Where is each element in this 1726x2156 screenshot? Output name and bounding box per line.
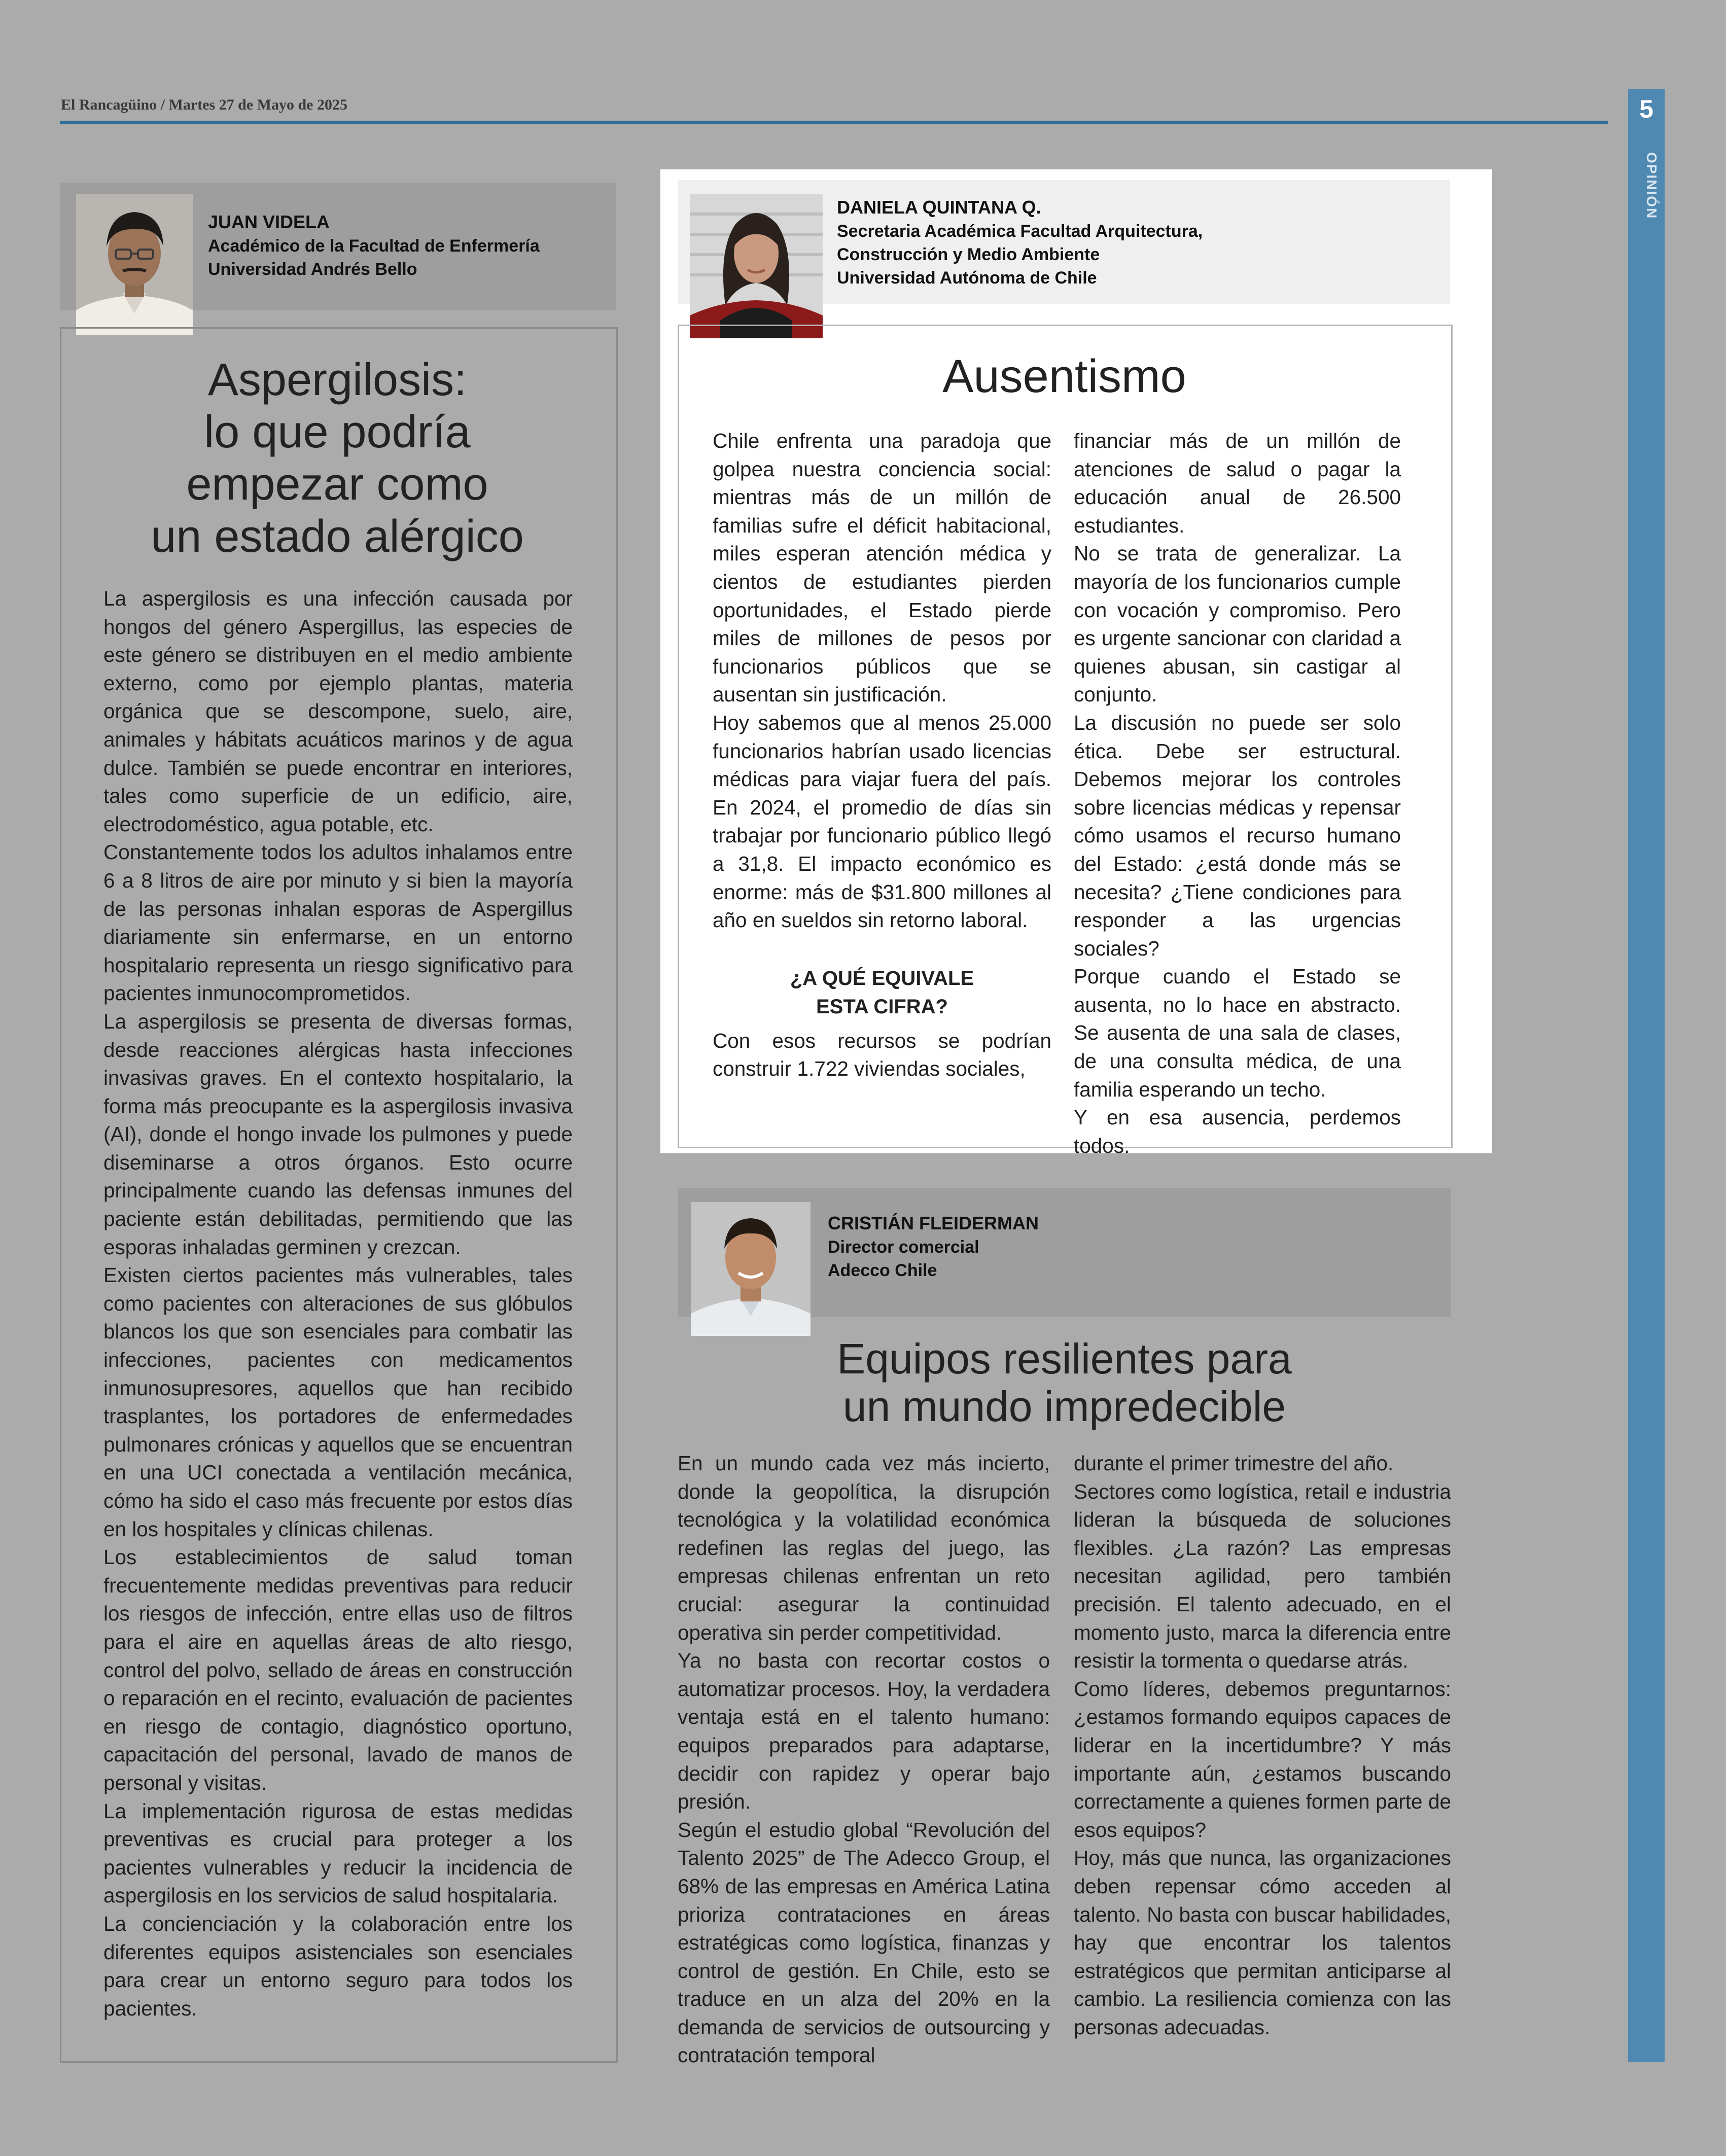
author-role-line3: Universidad Autónoma de Chile [837,268,1097,288]
paragraph: La concienciación y la colaboración entre los diferentes equipos asistenciales son esenciales para crear un entorno seguro para todos los pacientes. [103,1912,573,2020]
author-role-line2: Adecco Chile [828,1261,937,1280]
paragraph: durante el primer trimestre del año. [1074,1452,1394,1475]
page-number: 5 [1639,95,1653,123]
author-photo-juan-videla [76,194,193,335]
author-name: CRISTIÁN FLEIDERMAN [828,1213,1039,1233]
article-column-2-ausentismo [1074,427,1401,1160]
article-column-2-equipos [1074,1450,1451,2041]
paragraph: La implementación rigurosa de estas medidas preventivas es crucial para proteger a los pacientes vulnerables y reducir la incidencia de aspergilosis en los servicios de salud hospitalaria. [103,1799,573,1907]
subhead-line: ESTA CIFRA? [816,995,948,1018]
paragraph: Según el estudio global “Revolución del Talento 2025” de The Adecco Group, el 68% de las empresas en América Latina prioriza contrataciones en áreas estratégicas como logística, finanzas y control de gestión. En Chile, esto se traduce en un alza del 20% en la demanda de servicios de outsourcing y contratación temporal [678,1818,1050,2067]
paragraph: Los establecimientos de salud toman frecuentemente medidas preventivas para reducir los riesgos de infección, entre ellas uso de filtros para el aire en aquellas áreas de alto riesgo, control del polvo, sellado de áreas en construcción o reparación en el recinto, evaluación de pacientes en riesgo de contagio, diagnóstico oportuno, capacitación del personal, lavado de manos de personal y visitas. [103,1545,573,1794]
paragraph: Sectores como logística, retail e industria lideran la búsqueda de soluciones flexibles. ¿La razón? Las empresas necesitan agilidad, pero también precisión. El talento adecuado, en el momento justo, marca la diferencia entre resistir la tormenta o quedarse atrás. [1074,1479,1451,1673]
author-photo-daniela-quintana [690,194,823,338]
author-photo-cristian-fleiderman [691,1202,811,1336]
title-line: lo que podría [204,407,471,457]
title-line: Aspergilosis: [207,355,467,405]
paragraph: Hoy, más que nunca, las organizaciones deben repensar cómo acceden al talento. No basta con buscar habilidades, hay que encontrar los talentos estratégicos que permitan anticiparse al cambio. La resiliencia comienza con las personas adecuadas. [1074,1846,1451,2039]
paragraph: Ya no basta con recortar costos o automatizar procesos. Hoy, la verdadera ventaja está en el talento humano: equipos preparados para adaptarse, decidir con rapidez y operar bajo presión. [678,1649,1050,1814]
title-line: un mundo impredecible [842,1383,1286,1430]
author-name: JUAN VIDELA [208,211,330,232]
author-info-cristian-fleiderman [828,1211,1426,1282]
paragraph: Chile enfrenta una paradoja que golpea nuestra conciencia social: mientras más de un millón de familias sufre el déficit habitacional, miles esperan atención médica y cientos de estudiantes pierden oportunidades, el Estado pierde miles de millones de pesos por funcionarios públicos que se ausentan sin justificación. [713,429,1051,706]
article-title-equipos [678,1335,1451,1430]
paragraph: No se trata de generalizar. La mayoría de los funcionarios cumple con vocación y compromiso. Pero es urgente sancionar con claridad a quienes abusan, sin castigar al conjunto. [1074,542,1401,706]
article-title-ausentismo: Ausentismo [942,350,1186,402]
paragraph: Porque cuando el Estado se ausenta, no lo hace en abstracto. Se ausenta de una sala de clases, de una consulta médica, de una familia esperando un techo. [1074,965,1401,1101]
author-info-juan-videla [208,210,604,281]
section-sidebar [1628,89,1665,2062]
paragraph: Como líderes, debemos preguntarnos: ¿estamos formando equipos capaces de liderar en la incertidumbre? Y más importante aún, ¿estamos buscando correctamente a quienes formen parte de esos equipos? [1074,1677,1451,1842]
author-role-line2: Construcción y Medio Ambiente [837,245,1100,264]
title-line: empezar como [186,459,488,510]
header-rule [60,121,1608,124]
article-title-aspergilosis [76,354,598,563]
paragraph: La aspergilosis es una infección causada por hongos del género Aspergillus, las especies de este género se distribuyen en el medio ambiente externo, como por ejemplo plantas, materia orgánica que se descompone, suelo, aire, animales y hábitats acuáticos marinos y de agua dulce. También se puede encontrar en interiores, tales como superficie de un edificio, aire, electrodoméstico, agua potable, etc. [103,587,573,836]
author-role-line1: Académico de la Facultad de Enfermería [208,236,540,256]
author-info-daniela-quintana [837,195,1435,290]
paragraph: Existen ciertos pacientes más vulnerables, tales como pacientes con alteraciones de sus glóbulos blancos los que son esenciales para combatir las infecciones, pacientes con medicamentos inmunosupresores, aquellos que han recibido trasplantes, los portadores de enfermedades pulmonares crónicas y aquellos que se encuentran en una UCI conectada a ventilación mecánica, cómo ha sido el caso más frecuente por estos días en los hospitales y clínicas chilenas. [103,1263,573,1541]
paragraph: Con esos recursos se podrían construir 1.722 viviendas sociales, [713,1029,1051,1081]
author-name: DANIELA QUINTANA Q. [837,197,1041,218]
paragraph: Constantemente todos los adultos inhalamos entre 6 a 8 litros de aire por minuto y si bien la mayoría de las personas inhalan esporas de Aspergillus diariamente sin enfermarse, en un entorno hospitalario representa un riesgo significativo para pacientes inmunocomprometidos. [103,840,573,1005]
masthead-line: El Rancagüino / Martes 27 de Mayo de 2025 [61,96,347,113]
article-column-1-ausentismo [713,427,1051,1083]
title-line: un estado alérgico [151,511,524,562]
paragraph: financiar más de un millón de atenciones de salud o pagar la educación anual de 26.500 estudiantes. [1074,429,1401,537]
publication-name: El Rancagüino [61,96,157,113]
paragraph: Hoy sabemos que al menos 25.000 funcionarios habrían usado licencias médicas para viajar fuera del país. En 2024, el promedio de días sin trabajar por funcionario público llegó a 31,8. El impacto económico es enorme: más de $31.800 millones al año en sueldos sin retorno laboral. [713,711,1051,932]
section-label: OPINIÓN [1644,152,1660,220]
author-role-line1: Director comercial [828,1238,979,1257]
subhead-line: ¿A QUÉ EQUIVALE [790,967,974,989]
title-line: Equipos resilientes para [837,1335,1292,1383]
article-column-1-equipos [678,1450,1050,2070]
paragraph: La aspergilosis se presenta de diversas formas, desde reacciones alérgicas hasta infecciones invasivas graves. En el contexto hospitalario, la forma más preocupante es la aspergilosis invasiva (AI), donde el hongo invade los pulmones y puede diseminarse a otros órganos. Esto ocurre principalmente cuando las defensas inmunes del paciente están debilitadas, permitiendo que las esporas inhaladas germinen y crezcan. [103,1009,573,1259]
article-body-aspergilosis [103,585,573,2023]
paragraph: En un mundo cada vez más incierto, donde la geopolítica, la disrupción tecnológica y la volatilidad económica redefinen las reglas del juego, las empresas chilenas enfrentan un reto crucial: asegurar la continuidad operativa sin perder competitividad. [678,1452,1050,1644]
author-role-line2: Universidad Andrés Bello [208,260,417,279]
issue-date: Martes 27 de Mayo de 2025 [168,96,347,113]
paragraph: La discusión no puede ser solo ética. Debe ser estructural. Debemos mejorar los controles sobre licencias médicas y repensar cómo usamos el recurso humano del Estado: ¿está donde más se necesita? ¿Tiene condiciones para responder a las urgencias sociales? [1074,711,1401,960]
author-role-line1: Secretaria Académica Facultad Arquitectura, [837,222,1203,241]
paragraph: Y en esa ausencia, perdemos todos. [1074,1106,1401,1157]
article-subhead [713,964,1051,1021]
